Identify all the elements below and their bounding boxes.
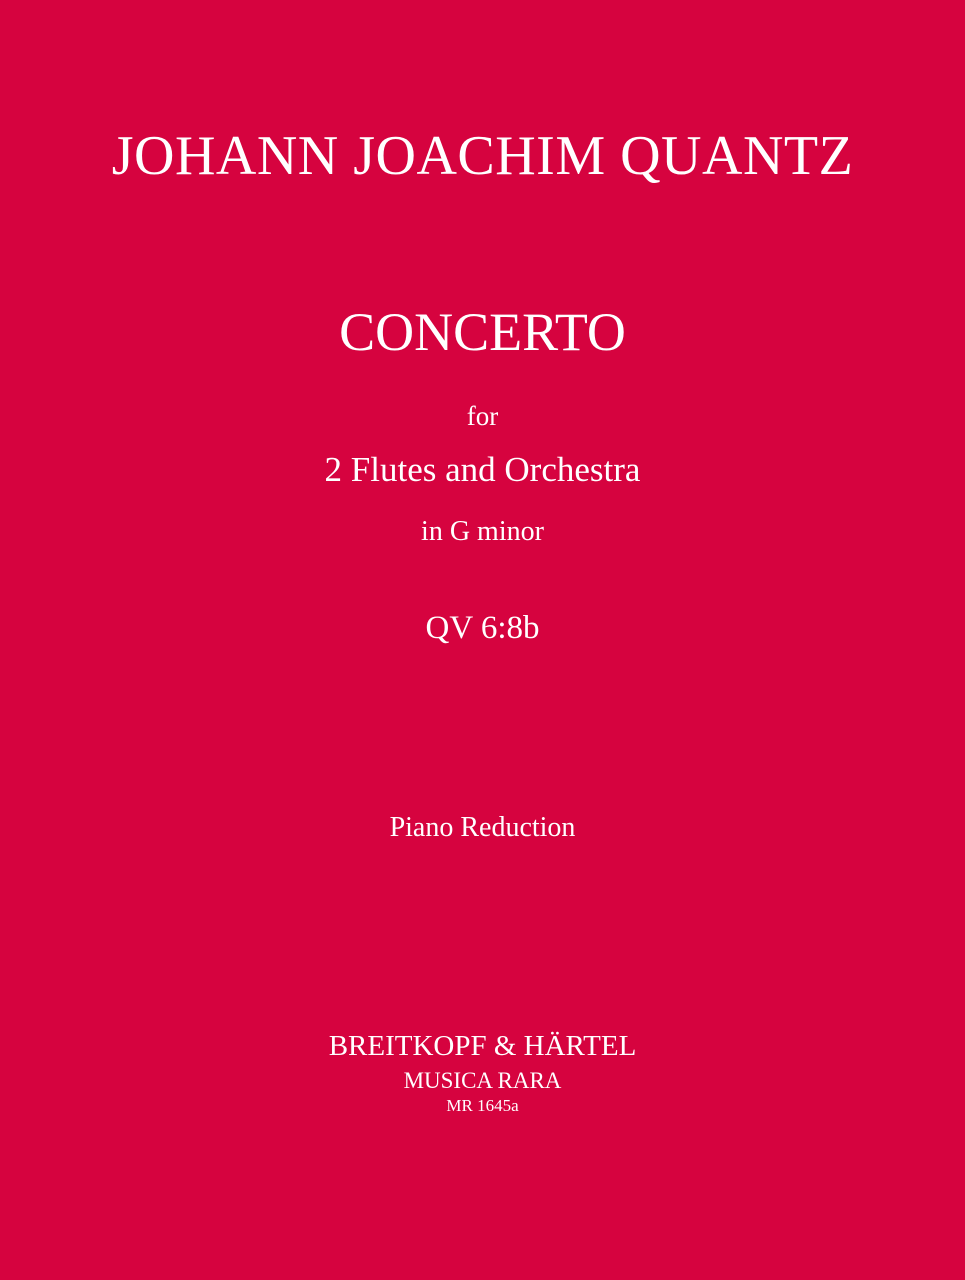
instrumentation: 2 Flutes and Orchestra xyxy=(324,450,641,489)
composer-name: JOHANN JOACHIM QUANTZ xyxy=(111,125,854,187)
series-name: MUSICA RARA xyxy=(403,1068,562,1093)
for-label: for xyxy=(466,401,499,431)
work-title: CONCERTO xyxy=(339,302,626,362)
edition-number: MR 1645a xyxy=(446,1096,519,1115)
publisher-name: BREITKOPF & HÄRTEL xyxy=(328,1030,637,1062)
catalog-number: QV 6:8b xyxy=(425,610,540,646)
edition-type: Piano Reduction xyxy=(389,812,576,843)
key-signature: in G minor xyxy=(421,516,544,547)
